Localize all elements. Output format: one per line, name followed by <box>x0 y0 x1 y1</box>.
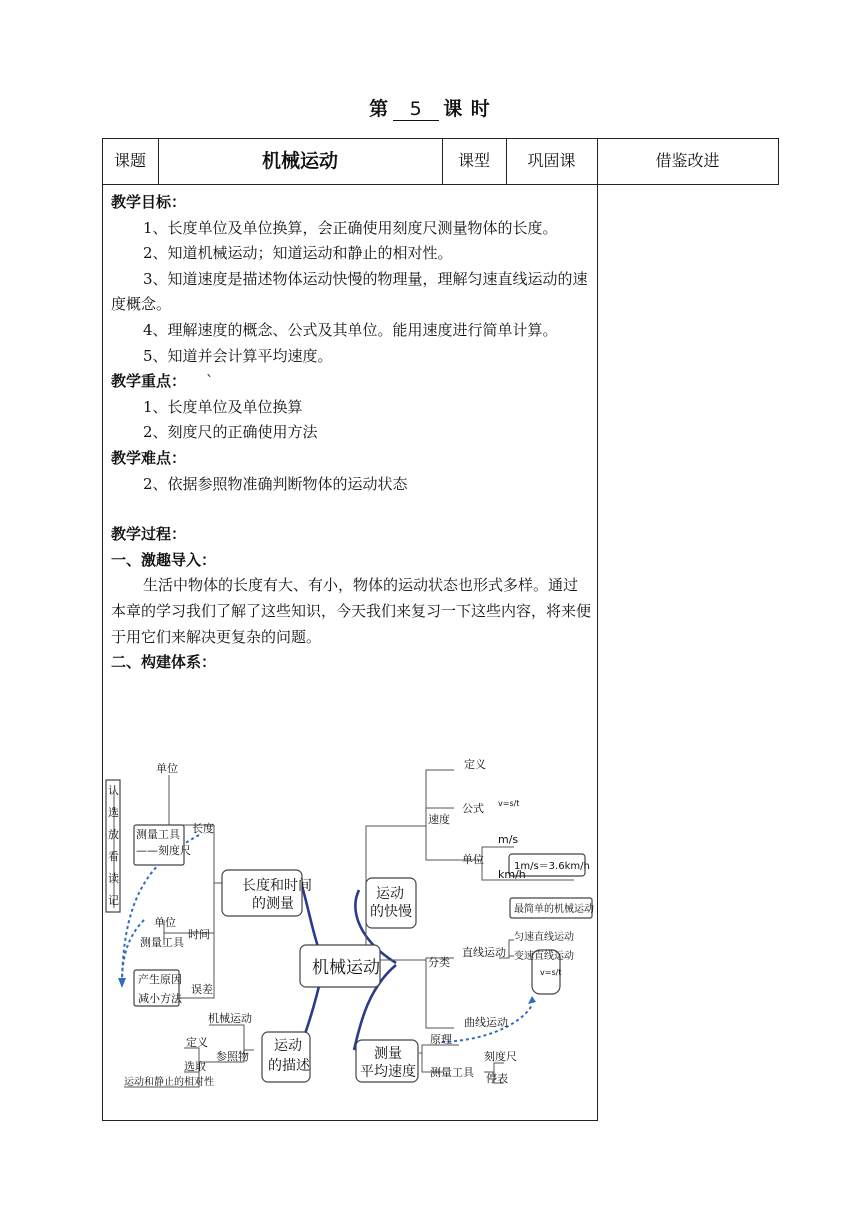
notes-label: 借鉴改进 <box>655 151 720 170</box>
node-relativity: 运动和静止的相对性 <box>124 1077 214 1088</box>
objective-item: 2、知道机械运动；知道运动和静止的相对性。 <box>143 244 453 263</box>
node-speed: 速度 <box>428 813 450 826</box>
node-ruler: 刻度尺 <box>484 1050 517 1063</box>
node-avg-block-1: 测量 <box>374 1046 402 1062</box>
node-desc-block-2: 的描述 <box>268 1058 310 1074</box>
node-def: 定义 <box>464 758 486 771</box>
table-right-border <box>778 138 779 185</box>
node-mech: 机械运动 <box>208 1012 252 1025</box>
node-tool: 测量工具 <box>136 828 180 841</box>
node-ref-def: 定义 <box>186 1036 208 1049</box>
objective-item: 4、理解速度的概念、公式及其单位。能用速度进行简单计算。 <box>143 320 558 339</box>
objectives-title: 教学目标： <box>111 193 187 211</box>
node-unit-ms: m/s <box>498 833 519 846</box>
topic-label: 课题 <box>113 151 146 170</box>
node-desc-block-1: 运动 <box>274 1038 302 1054</box>
notes-column-divider <box>597 138 598 1121</box>
node-error-reduce: 减小方法 <box>138 992 182 1005</box>
section1-text: 生活中物体的长度有大、有小，物体的运动状态也形式多样。通过本章的学习我们了解了这些知识，今天我们来复习一下这些内容，将来便于用它们来解决更复杂的问题。 <box>111 576 592 646</box>
node-reference: 参照物 <box>216 1050 249 1063</box>
objective-item: 3、知道速度是描述物体运动快慢的物理量，理解匀速直线运动的速度概念。 <box>111 269 588 314</box>
stray-mark: ` <box>206 372 214 391</box>
step-char: 记 <box>108 894 119 907</box>
type-label: 课型 <box>457 151 490 170</box>
header-bottom-border <box>102 184 779 185</box>
key-point-item: 2、刻度尺的正确使用方法 <box>143 423 318 442</box>
key-points-title: 教学重点： <box>111 372 187 391</box>
node-principle: 原理 <box>430 1033 452 1046</box>
node-length-time-1: 长度和时间 <box>242 878 312 894</box>
node-speed-block-1: 运动 <box>376 886 404 902</box>
step-char: 选 <box>108 806 119 819</box>
node-unit: 单位 <box>156 762 178 775</box>
node-tool-ruler: ——刻度尺 <box>136 844 191 857</box>
node-uniform: 匀速直线运动 <box>514 932 574 943</box>
lesson-number: 5 <box>393 98 439 121</box>
node-linear: 直线运动 <box>462 946 506 959</box>
section1-title: 一、激趣导入： <box>111 550 217 569</box>
step-char: 放 <box>108 828 119 841</box>
type-value: 巩固课 <box>527 151 576 170</box>
step-char: 读 <box>108 872 119 885</box>
step-char: 看 <box>108 850 119 863</box>
formula-expr-2: v=s/t <box>540 968 562 977</box>
topic-value: 机械运动 <box>261 150 338 172</box>
difficulties-title: 教学难点： <box>111 448 187 467</box>
node-center: 机械运动 <box>312 958 380 978</box>
lesson-number-title <box>0 94 860 121</box>
process-title: 教学过程： <box>111 525 187 544</box>
node-time-unit: 单位 <box>154 916 176 929</box>
section2-title: 二、构建体系： <box>111 653 217 672</box>
objective-item: 1、长度单位及单位换算，会正确使用刻度尺测量物体的长度。 <box>143 218 558 237</box>
title-prefix: 第 <box>369 98 390 120</box>
node-unit-kmh: km/h <box>498 868 526 881</box>
node-conversion: 1m/s＝3.6km/h <box>514 861 590 872</box>
node-avg-block-2: 平均速度 <box>360 1064 416 1080</box>
node-variable: 变速直线运动 <box>514 951 574 962</box>
node-error: 误差 <box>191 983 213 996</box>
table-bottom-border <box>102 1120 597 1121</box>
node-unit2: 单位 <box>462 853 484 866</box>
node-stopwatch: 停表 <box>486 1072 508 1085</box>
difficulty-item: 2、依据参照物准确判断物体的运动状态 <box>143 474 408 493</box>
formula-expr: v=s/t <box>498 799 520 808</box>
node-length-time-2: 的测量 <box>252 896 294 912</box>
node-length: 长度 <box>192 822 214 835</box>
knowledge-mindmap <box>104 750 596 1100</box>
node-simplest: 最简单的机械运动 <box>514 904 594 915</box>
node-ref-select: 选取 <box>184 1060 206 1073</box>
node-measure-tool: 测量工具 <box>430 1066 474 1079</box>
node-time-tool: 测量工具 <box>140 936 184 949</box>
key-point-item: 1、长度单位及单位换算 <box>143 397 303 416</box>
node-curve: 曲线运动 <box>464 1016 508 1029</box>
step-char: 认 <box>108 784 119 797</box>
node-time: 时间 <box>188 928 210 941</box>
lesson-content <box>111 190 591 676</box>
node-formula: 公式 <box>462 802 484 815</box>
node-classify: 分类 <box>428 956 450 969</box>
table-left-border <box>102 138 103 1121</box>
objective-item: 5、知道并会计算平均速度。 <box>143 346 333 365</box>
node-speed-block-2: 的快慢 <box>370 904 412 920</box>
node-error-cause: 产生原因 <box>138 973 182 986</box>
title-suffix: 课 时 <box>443 98 491 120</box>
